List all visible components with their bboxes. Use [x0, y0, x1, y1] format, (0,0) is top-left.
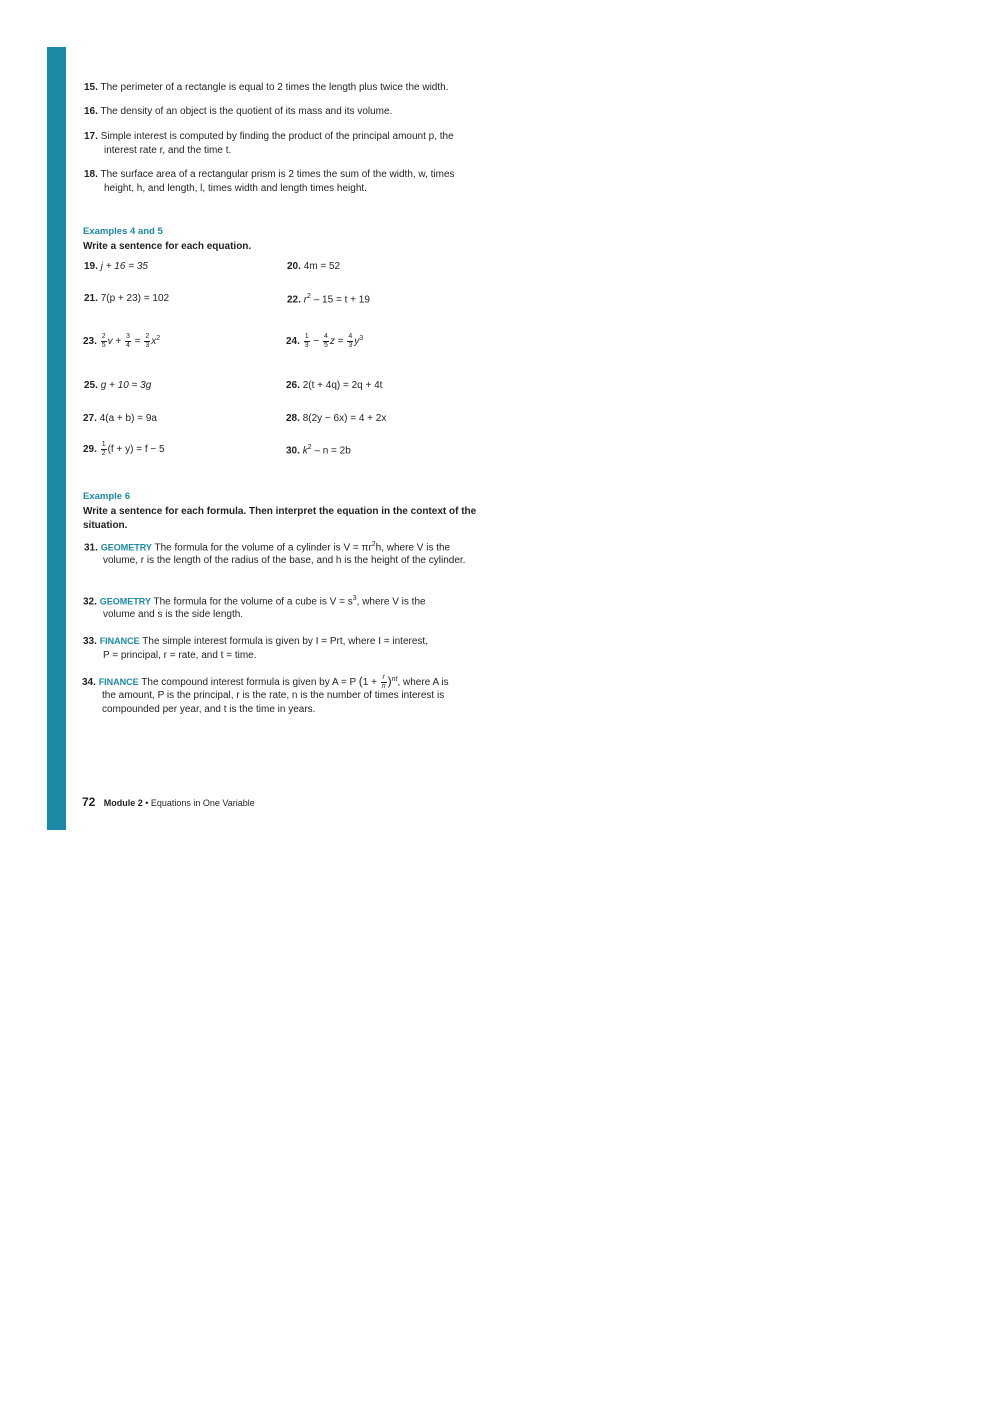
exercise-number: 23. — [83, 336, 97, 348]
equation: (f + y) = f − 5 — [107, 444, 165, 456]
exercise-21 — [84, 293, 169, 304]
exercise-number: 27. — [83, 413, 97, 424]
exercise-23: 23. $\frac{2}{5}$ v + $\frac{3}{4}$ = $\frac{2}{3}$ $x^2$ — [83, 333, 161, 349]
exercise-number: 30. — [286, 445, 300, 457]
exercise-19 — [84, 261, 148, 272]
exercise-text: The formula for the volume of a cylinder is V = πr — [154, 542, 372, 554]
exercise-34-line2: the amount, P is the principal, r is the rate, n is the number of times interest is — [102, 690, 445, 701]
topic-tag: GEOMETRY — [100, 542, 152, 553]
exercise-text: The perimeter of a rectangle is equal to 2 times the length plus twice the width. — [100, 82, 449, 93]
exercise-number: 32. — [83, 596, 97, 608]
equation: – n = 2b — [314, 445, 351, 457]
exercise-number: 26. — [286, 380, 300, 391]
exercise-number: 22. — [287, 294, 301, 306]
equation: g + 10 = 3g — [100, 380, 152, 391]
exercise-text: The simple interest formula is given by I = Prt, where I = interest, — [142, 636, 428, 647]
exercise-number: 34. — [82, 677, 96, 689]
exercise-32-line2: volume and s is the side length. — [103, 609, 244, 620]
exercise-number: 25. — [84, 380, 98, 391]
equation-exponent: 2 — [307, 444, 312, 451]
exercise-text: Simple interest is computed by finding the product of the principal amount p, the — [100, 131, 454, 142]
module-title: Equations in One Variable — [150, 798, 255, 808]
exercise-18 — [84, 169, 455, 180]
section-heading: Example 6 — [83, 491, 130, 502]
section-instruction-line2: situation. — [83, 520, 128, 531]
exercise-34-line3: compounded per year, and t is the time in years. — [102, 704, 316, 715]
exercise-text: The surface area of a rectangular prism is 2 times the sum of the width, w, times — [100, 169, 455, 180]
exercise-24: 24. $\frac{1}{3}$ − $\frac{4}{5}$ z = $\frac{4}{3}$ $y^3$ — [286, 333, 364, 349]
exercise-number: 15. — [84, 82, 98, 93]
section-instruction: Write a sentence for each equation. — [83, 241, 252, 252]
exercise-18-line2: height, h, and length, l, times width and length times height. — [104, 183, 367, 194]
exercise-20 — [287, 261, 340, 272]
exercise-text: The compound interest formula is given by A = P — [141, 677, 356, 689]
footer-separator: • — [142, 798, 151, 808]
exercise-text: The density of an object is the quotient of its mass and its volume. — [100, 106, 393, 117]
exercise-31-line2: volume, r is the length of the radius of the base, and h is the height of the cylinder. — [103, 555, 466, 566]
exercise-26 — [286, 380, 382, 391]
exercise-text: The formula for the volume of a cube is V = s — [153, 596, 353, 608]
exercise-31: 31. GEOMETRY The formula for the volume of a cylinder is $V = \pi r^2h$, where V is the — [84, 541, 451, 554]
section-instruction-line1: Write a sentence for each formula. Then interpret the equation in the context of the — [83, 506, 477, 517]
page-number: 72 — [82, 795, 96, 809]
exercise-number: 28. — [286, 413, 300, 424]
fraction: $\frac{3}{4}$ — [126, 333, 130, 349]
exercise-number: 19. — [84, 261, 98, 272]
exercise-16 — [84, 106, 392, 117]
fraction: $\frac{r}{n}$ — [381, 674, 386, 690]
exercise-number: 18. — [84, 169, 98, 180]
exercise-text: h, where V is the — [375, 542, 451, 554]
module-label: Module 2 — [103, 798, 143, 808]
topic-tag: FINANCE — [98, 677, 139, 688]
equation: 4(a + b) = 9a — [99, 413, 157, 424]
fraction: $\frac{4}{5}$ — [324, 333, 328, 349]
exercise-15 — [84, 82, 448, 93]
exercise-27 — [83, 413, 157, 424]
equation-exponent: 2 — [307, 293, 311, 300]
exercise-33 — [83, 636, 428, 647]
exercise-number: 24. — [286, 336, 300, 348]
exercise-17 — [84, 131, 454, 142]
equation: 4m = 52 — [303, 261, 341, 272]
fraction: $\frac{1}{2}$ — [101, 441, 106, 457]
exercise-number: 29. — [83, 444, 97, 456]
equation: – 15 = t + 19 — [313, 294, 370, 306]
equation: j + 16 = 35 — [100, 261, 148, 272]
equation-var: r — [303, 294, 308, 306]
exercise-29 — [83, 441, 165, 458]
exercise-22 — [287, 293, 370, 305]
exercise-text: , where V is the — [356, 596, 426, 608]
equation: 8(2y − 6x) = 4 + 2x — [302, 413, 387, 424]
fraction: $\frac{2}{5}$ — [101, 333, 106, 349]
exercise-28 — [286, 413, 386, 424]
equation-var: k — [302, 445, 308, 457]
exercise-number: 31. — [84, 542, 98, 554]
fraction: $\frac{1}{3}$ — [304, 333, 309, 349]
exercise-25 — [84, 380, 151, 391]
exercise-34: 34. FINANCE The compound interest formula is given by A = P (1 + $\frac{r}{n}$ )$^{nt}$, where A is — [82, 674, 449, 690]
topic-tag: GEOMETRY — [99, 596, 151, 607]
exercise-number: 16. — [84, 106, 98, 117]
section-heading: Examples 4 and 5 — [83, 226, 163, 237]
equation: 7(p + 23) = 102 — [100, 293, 170, 304]
side-color-bar — [47, 47, 66, 830]
topic-tag: FINANCE — [99, 636, 140, 646]
exercise-30 — [286, 444, 351, 456]
page-footer — [82, 795, 255, 809]
exercise-33-line2: P = principal, r = rate, and t = time. — [103, 650, 257, 661]
exercise-text: , where A is — [397, 677, 449, 689]
fraction: $\frac{2}{3}$ — [145, 333, 150, 349]
equation: 2(t + 4q) = 2q + 4t — [302, 380, 383, 391]
exercise-17-line2: interest rate r, and the time t. — [104, 145, 232, 156]
exercise-number: 17. — [84, 131, 98, 142]
exercise-32: 32. GEOMETRY The formula for the volume of a cube is $V = s^3$, where V is the — [83, 595, 426, 608]
fraction: $\frac{4}{3}$ — [348, 333, 353, 349]
exercise-number: 33. — [83, 636, 97, 647]
exercise-number: 20. — [287, 261, 301, 272]
exercise-number: 21. — [84, 293, 98, 304]
